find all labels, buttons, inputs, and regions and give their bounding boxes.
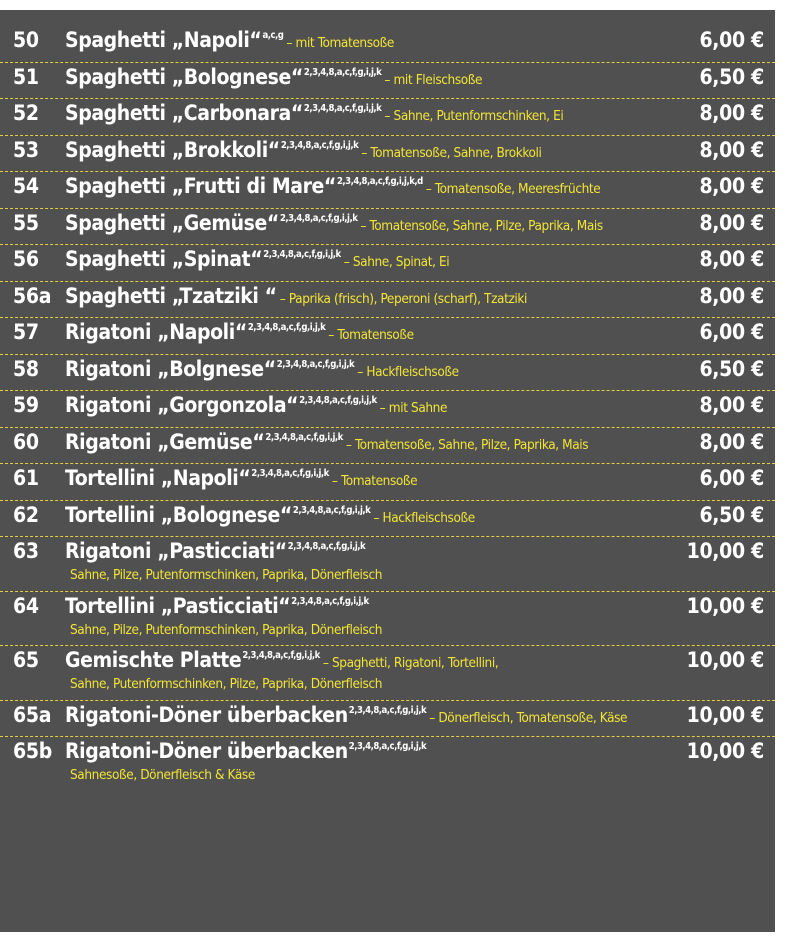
item-name: Spaghetti „Gemüse“ [65,210,279,235]
item-title-line [65,28,394,52]
item-number: 65a [13,702,52,727]
item-price: 6,00 € [699,28,764,52]
item-description: – Hackfleischsoße [357,363,459,380]
item-name: Spaghetti „Brokkoli“ [65,137,280,162]
item-title-line [65,466,417,490]
item-price: 10,00 € [686,739,764,763]
menu-item [0,318,775,355]
item-name: Spaghetti „Frutti di Mare“ [65,174,336,198]
item-description: – mit Sahne [379,400,448,416]
item-description: – Paprika (frisch), Peperoni (scharf), Tzatziki [279,290,528,307]
menu-list [0,26,775,795]
item-description-line2: Sahnesoße, Dönerfleisch & Käse [70,767,255,783]
menu-item [0,501,775,538]
item-price: 6,50 € [699,502,764,527]
item-description: – Sahne, Spinat, Ei [343,254,450,270]
item-allergens: 2,3,4,8,a,c,f,g,i,j,k [291,595,369,607]
item-description: – Dönerfleisch, Tomatensoße, Käse [429,709,628,726]
item-description: – Tomatensoße [331,473,418,489]
item-number: 50 [13,28,39,52]
item-name: Gemischte Platte [65,648,242,672]
item-number: 62 [13,502,39,527]
menu-item [0,737,775,795]
item-price: 6,00 € [699,320,764,344]
item-allergens: 2,3,4,8,a,c,f,g,i,j,k [287,541,366,552]
item-allergens: 2,3,4,8,a,c,f,g,i,j,k [280,139,359,151]
item-name: Rigatoni „Pasticciati“ [65,539,287,563]
item-description: – Sahne, Putenformschinken, Ei [384,108,564,124]
item-title-line [65,703,627,727]
menu-item [0,282,775,319]
item-number: 64 [13,593,39,618]
item-name: Spaghetti „Napoli“ [65,28,262,52]
item-name: Spaghetti „Bolognese“ [65,64,303,89]
item-price: 6,50 € [699,356,764,381]
item-allergens: 2,3,4,8,a,c,f,g,i,j,k,d [336,176,423,187]
item-number: 54 [13,174,39,198]
item-allergens: 2,3,4,8,a,c,f,g,i,j,k [247,322,326,333]
item-name: Tortellini „Pasticciati“ [65,593,291,618]
item-allergens: a,c,g [262,30,284,41]
item-price: 8,00 € [699,429,764,454]
item-allergens: 2,3,4,8,a,c,f,g,i,j,k [276,358,355,370]
item-title-line [65,393,447,417]
menu-item [0,63,775,100]
item-number: 63 [13,539,39,563]
item-allergens: 2,3,4,8,a,c,f,g,i,j,k [348,704,427,716]
menu-item [0,99,775,136]
item-title-line [65,247,449,271]
menu-item [0,26,775,63]
item-price: 8,00 € [699,137,764,162]
menu-item [0,646,775,701]
item-description: – Tomatensoße, Sahne, Brokkoli [361,144,542,161]
item-title-line [65,503,475,527]
item-name: Spaghetti „Tzatziki “ [65,283,277,308]
item-title-line [65,174,600,198]
item-allergens: 2,3,4,8,a,c,f,g,i,j,k [242,650,320,661]
menu-item [0,172,775,209]
item-number: 57 [13,320,39,344]
item-allergens: 2,3,4,8,a,c,f,g,i,j,k [251,468,329,479]
item-description: – Tomatensoße [328,327,414,343]
menu-item [0,701,775,738]
item-name: Rigatoni „Gemüse“ [65,429,265,454]
item-name: Rigatoni „Bolgnese“ [65,356,276,381]
item-name: Spaghetti „Spinat“ [65,247,263,271]
item-description: – Hackfleischsoße [373,509,475,526]
item-description: – Tomatensoße, Meeresfrüchte [425,181,601,197]
item-number: 52 [13,101,39,125]
item-title-line [65,539,365,563]
item-name: Rigatoni „Gorgonzola“ [65,393,299,417]
menu-item [0,537,775,592]
item-name: Rigatoni-Döner überbacken [65,739,348,763]
item-number: 65b [13,739,52,763]
menu-item [0,209,775,246]
item-title-line [65,320,414,344]
item-description-line2: Sahne, Putenformschinken, Pilze, Paprika, Dönerfleisch [70,676,383,692]
item-description: – mit Fleischsoße [384,71,483,88]
item-allergens: 2,3,4,8,a,c,f,g,i,j,k [265,431,343,443]
item-price: 8,00 € [699,210,764,235]
item-name: Rigatoni „Napoli“ [65,320,247,344]
item-description-line2: Sahne, Pilze, Putenformschinken, Paprika, Dönerfleisch [70,621,383,638]
item-description: – Spaghetti, Rigatoni, Tortellini, [322,655,499,671]
item-title-line [65,138,542,162]
menu-panel [0,10,775,932]
item-description-line2: Sahne, Pilze, Putenformschinken, Paprika, Dönerfleisch [70,567,383,583]
item-allergens: 2,3,4,8,a,c,f,g,i,j,k [279,212,358,224]
item-number: 65 [13,648,39,672]
item-title-line [65,284,527,308]
item-price: 8,00 € [699,393,764,417]
item-allergens: 2,3,4,8,a,c,f,g,i,j,k [348,741,427,752]
item-title-line [65,101,563,125]
item-title-line [65,211,603,235]
menu-item [0,391,775,428]
item-price: 10,00 € [686,539,764,563]
menu-item [0,136,775,173]
item-price: 8,00 € [699,247,764,271]
menu-item [0,592,775,647]
item-allergens: 2,3,4,8,a,c,f,g,i,j,k [303,103,382,114]
item-allergens: 2,3,4,8,a,c,f,g,i,j,k [292,504,371,516]
item-allergens: 2,3,4,8,a,c,f,g,i,j,k [303,66,382,78]
item-number: 55 [13,210,39,235]
item-name: Rigatoni-Döner überbacken [65,702,348,727]
item-title-line [65,65,482,89]
item-number: 56a [13,283,52,308]
item-number: 56 [13,247,39,271]
item-allergens: 2,3,4,8,a,c,f,g,i,j,k [263,249,341,260]
item-number: 53 [13,137,39,162]
item-title-line [65,648,498,672]
item-price: 6,00 € [699,466,764,490]
item-description: – Tomatensoße, Sahne, Pilze, Paprika, Mais [345,436,589,453]
menu-item [0,245,775,282]
item-number: 60 [13,429,39,454]
item-description: – mit Tomatensoße [286,35,394,51]
item-price: 10,00 € [686,593,764,618]
menu-item [0,428,775,465]
item-title-line [65,357,459,381]
menu-item [0,355,775,392]
item-price: 8,00 € [699,283,764,308]
item-price: 10,00 € [686,702,764,727]
menu-item [0,464,775,501]
item-price: 8,00 € [699,174,764,198]
item-price: 10,00 € [686,648,764,672]
item-number: 59 [13,393,39,417]
item-number: 51 [13,64,39,89]
item-name: Tortellini „Napoli“ [65,466,251,490]
item-price: 6,50 € [699,64,764,89]
item-title-line [65,739,426,763]
item-name: Tortellini „Bolognese“ [65,502,292,527]
item-name: Spaghetti „Carbonara“ [65,101,303,125]
item-number: 61 [13,466,39,490]
item-title-line [65,430,588,454]
item-allergens: 2,3,4,8,a,c,f,g,i,j,k [299,395,377,406]
item-number: 58 [13,356,39,381]
item-title-line [65,594,369,618]
item-price: 8,00 € [699,101,764,125]
item-description: – Tomatensoße, Sahne, Pilze, Paprika, Mais [360,217,603,234]
